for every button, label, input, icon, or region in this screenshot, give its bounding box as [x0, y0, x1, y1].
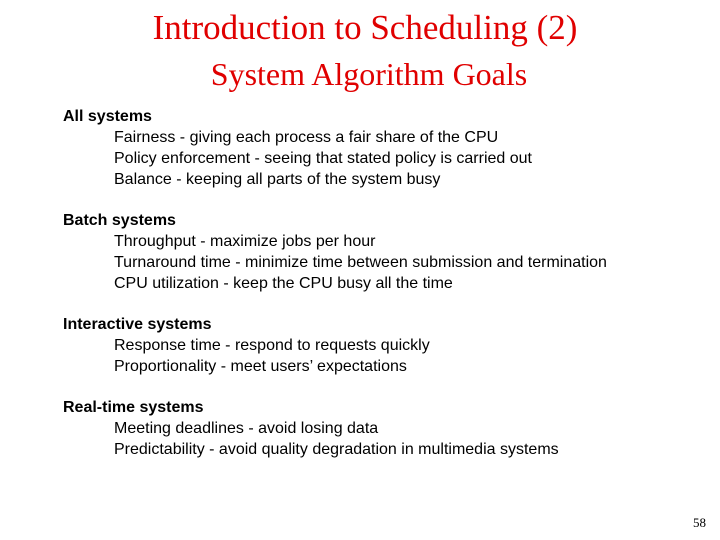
section-items: [63, 335, 703, 377]
goals-content: [63, 106, 703, 460]
section-items: [63, 231, 703, 294]
section-items: [63, 418, 703, 460]
section-heading: All systems: [63, 108, 152, 125]
goal-item: Throughput - maximize jobs per hour: [114, 233, 376, 250]
section-interactive-systems: [63, 314, 703, 377]
section-heading: Interactive systems: [63, 316, 212, 333]
goal-item: Fairness - giving each process a fair share of the CPU: [114, 129, 499, 146]
goal-item: Turnaround time - minimize time between submission and termination: [114, 254, 607, 271]
goal-item: Proportionality - meet users’ expectations: [114, 358, 407, 375]
goal-item: Meeting deadlines - avoid losing data: [114, 420, 379, 437]
slide-subtitle: System Algorithm Goals: [210, 56, 528, 92]
section-heading: Batch systems: [63, 212, 176, 229]
page-number: 58: [693, 515, 706, 530]
goal-item: Policy enforcement - seeing that stated policy is carried out: [114, 150, 532, 167]
section-all-systems: [63, 106, 703, 190]
section-batch-systems: [63, 210, 703, 294]
goal-item: CPU utilization - keep the CPU busy all the time: [114, 275, 453, 292]
slide-title: Introduction to Scheduling (2): [152, 8, 578, 47]
goal-item: Response time - respond to requests quickly: [114, 337, 430, 354]
section-items: [63, 127, 703, 190]
goal-item: Balance - keeping all parts of the system busy: [114, 171, 441, 188]
section-heading: Real-time systems: [63, 399, 204, 416]
section-real-time-systems: [63, 397, 703, 460]
goal-item: Predictability - avoid quality degradation in multimedia systems: [114, 441, 559, 458]
